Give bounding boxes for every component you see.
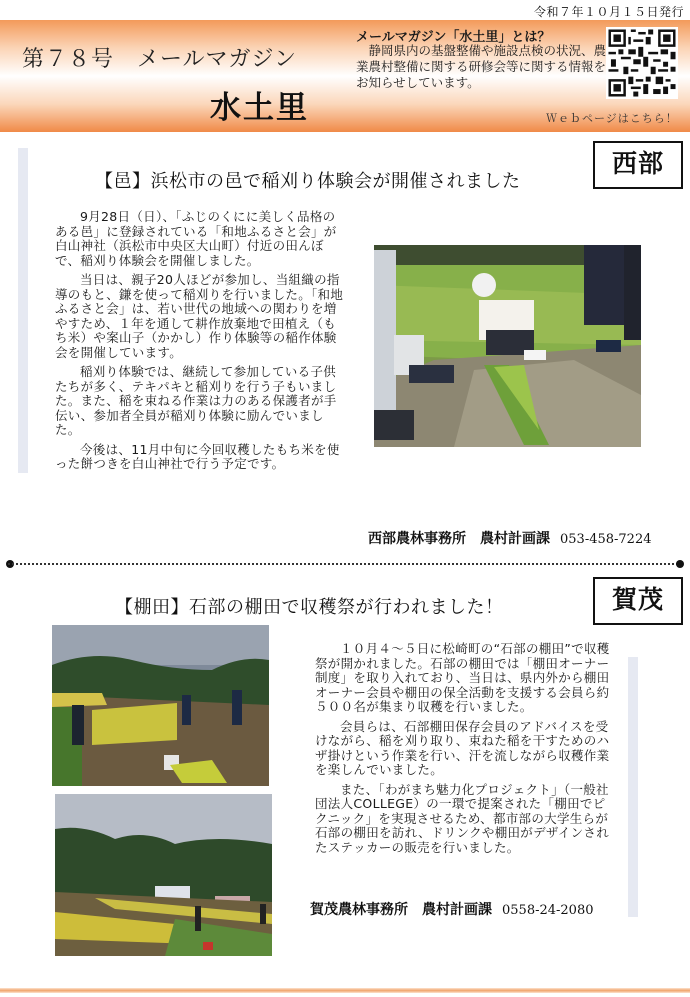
magazine-name: 水土里 xyxy=(210,90,309,126)
article-photo-terraced-fields xyxy=(55,794,272,956)
contact-office: 西部農林事務所 農村計画課 053-458-7224 xyxy=(368,531,652,547)
issue-date: 令和７年１０月１５日発行 xyxy=(533,5,684,19)
region-badge-seibu: 西部 xyxy=(593,141,683,189)
article-sidebar-bar xyxy=(18,148,28,473)
article-photo-rice-harvest xyxy=(374,245,641,447)
article-title: 【邑】浜松市の邑で稲刈り体験会が開催されました xyxy=(95,171,521,192)
contact-phone: 053-458-7224 xyxy=(560,532,652,547)
article-sidebar-bar xyxy=(628,657,638,917)
article-photo-terraced-harvest xyxy=(52,625,269,786)
article-body: １０月４～５日に松崎町の“石部の棚田”で収穫祭が開かれました。石部の棚田では「棚田オーナー制度」を取り入れており、当日は、県内外から棚田オーナー会員や棚田の保全活動を支援する会員ら約５００名が集まり収穫を行いました。 会員らは、石部棚田保存会員のアドバイスを受けながら、稲を刈り取り、束ねた稲を干すためのハザ掛けという作業を行い、汗を流しながら収穫作業を楽しんでいました。 また、「わがまち魅力化プロジェクト」（一般社団法人COLLEGE）の一環で提案された「棚田でピクニック」を実現させるため、都市部の大学生らが石部の棚田を訪れ、ドリンクや棚田がデザインされたステッカーの販売を行いました。 xyxy=(315,641,610,855)
about-heading: メールマガジン「水土里」とは？ xyxy=(356,30,551,45)
section-divider xyxy=(8,563,682,565)
qr-code-icon[interactable] xyxy=(606,27,678,99)
footer-rule xyxy=(0,988,690,993)
divider-dot-right xyxy=(676,560,684,568)
web-page-link[interactable]: Ｗｅｂページはこちら！ xyxy=(546,112,678,125)
article-body: 9月28日（日）、「ふじのくにに美しく品格のある邑」に登録されている「和地ふるさと会」が白山神社（浜松市中央区大山町）付近の田んぼで、稲刈り体験会を開催しました。 当日は、親子20人ほどが参加し、当組織の指導のもと、鎌を使って稲刈りを行いました。「和地ふるさと会」は、若い世代の地域への関わりを増やすため、１年を通して耕作放棄地で田植え（もち米）や案山子（かかし）作り体験等の稲作体験会を開催しています。 稲刈り体験では、継続して参加している子供たちが多く、テキパキと稲刈りを行う子もいました。また、稲を束ねる作業は力のある保護者が手伝い、参加者全員が稲刈り体験に励んでいました。 今後は、11月中旬に今回収穫したもち米を使った餅つきを白山神社で行う予定です。 xyxy=(55,209,344,471)
contact-office: 賀茂農林事務所 農村計画課 0558-24-2080 xyxy=(310,902,594,918)
contact-phone: 0558-24-2080 xyxy=(502,903,594,918)
article-title: 【棚田】石部の棚田で収穫祭が行われました！ xyxy=(115,597,504,618)
issue-title: 第７８号 メールマガジン xyxy=(22,47,298,72)
about-description: 静岡県内の基盤整備や施設点検の状況、農業農村整備に関する研修会等に関する情報をお知らせしています。 xyxy=(356,43,607,90)
region-badge-kamo: 賀茂 xyxy=(593,577,683,625)
